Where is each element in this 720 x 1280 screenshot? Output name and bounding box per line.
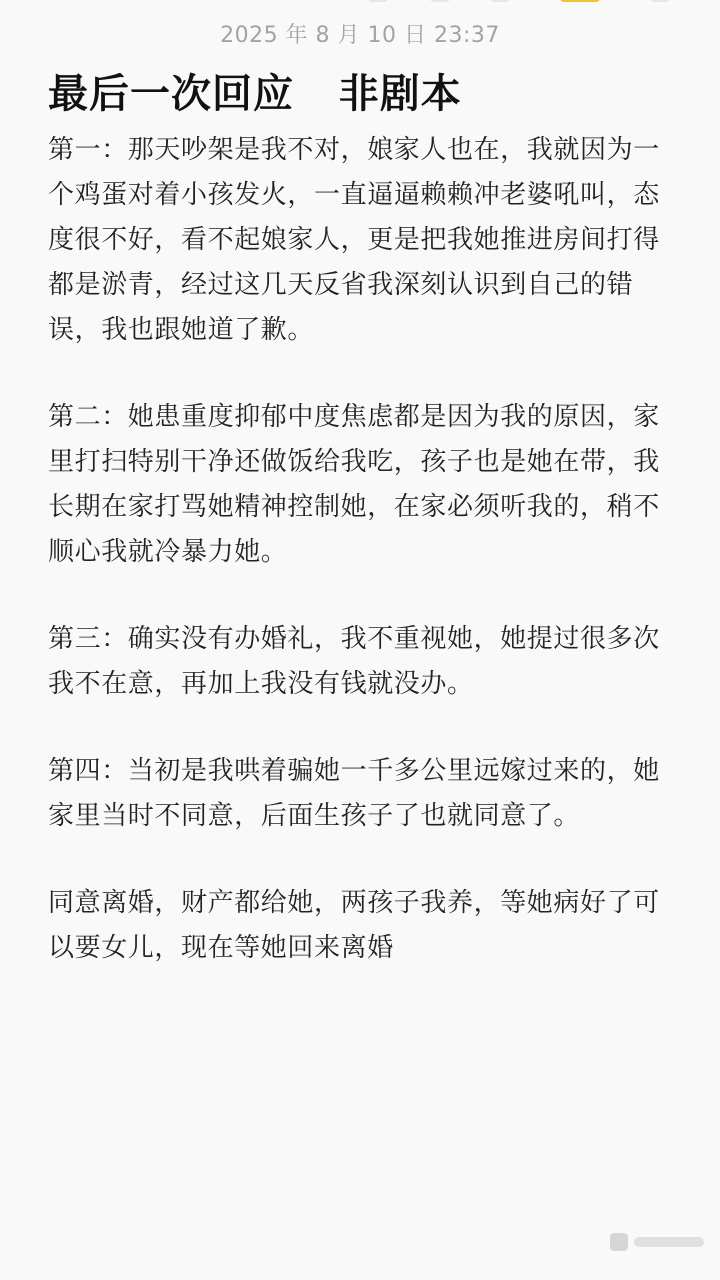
toolbar-icon[interactable] [490,0,510,2]
note-body[interactable] [48,128,668,1013]
watermark-icon [610,1231,706,1253]
toolbar-icons [0,0,720,4]
toolbar-icon[interactable] [650,0,670,2]
highlight-icon[interactable] [560,0,600,2]
watermark-logo [610,1231,706,1258]
paragraph-3: 第三：确实没有办婚礼，我不重视她，她提过很多次我不在意，再加上我没有钱就没办。 [48,624,660,699]
note-title: 最后一次回应 非剧本 [48,71,462,117]
toolbar-icon[interactable] [368,0,388,2]
paragraph-1: 第一：那天吵架是我不对，娘家人也在，我就因为一个鸡蛋对着小孩发火，一直逼逼赖赖冲老婆吼叫，态度很不好，看不起娘家人，更是把我她推进房间打得都是淤青，经过这几天反省我深刻认识到自己的错误，我也跟她道了歉。 [48,135,660,345]
note-timestamp: 2025 年 8 月 10 日 23:37 [220,23,500,48]
paragraph-2: 第二：她患重度抑郁中度焦虑都是因为我的原因，家里打扫特别干净还做饭给我吃，孩子也是她在带，我长期在家打骂她精神控制她，在家必须听我的，稍不顺心我就冷暴力她。 [48,402,660,567]
toolbar-icon[interactable] [430,0,450,2]
paragraph-4: 第四：当初是我哄着骗她一千多公里远嫁过来的，她家里当时不同意，后面生孩子了也就同意了。 [48,756,660,831]
paragraph-5: 同意离婚，财产都给她，两孩子我养，等她病好了可以要女儿，现在等她回来离婚 [48,888,660,963]
